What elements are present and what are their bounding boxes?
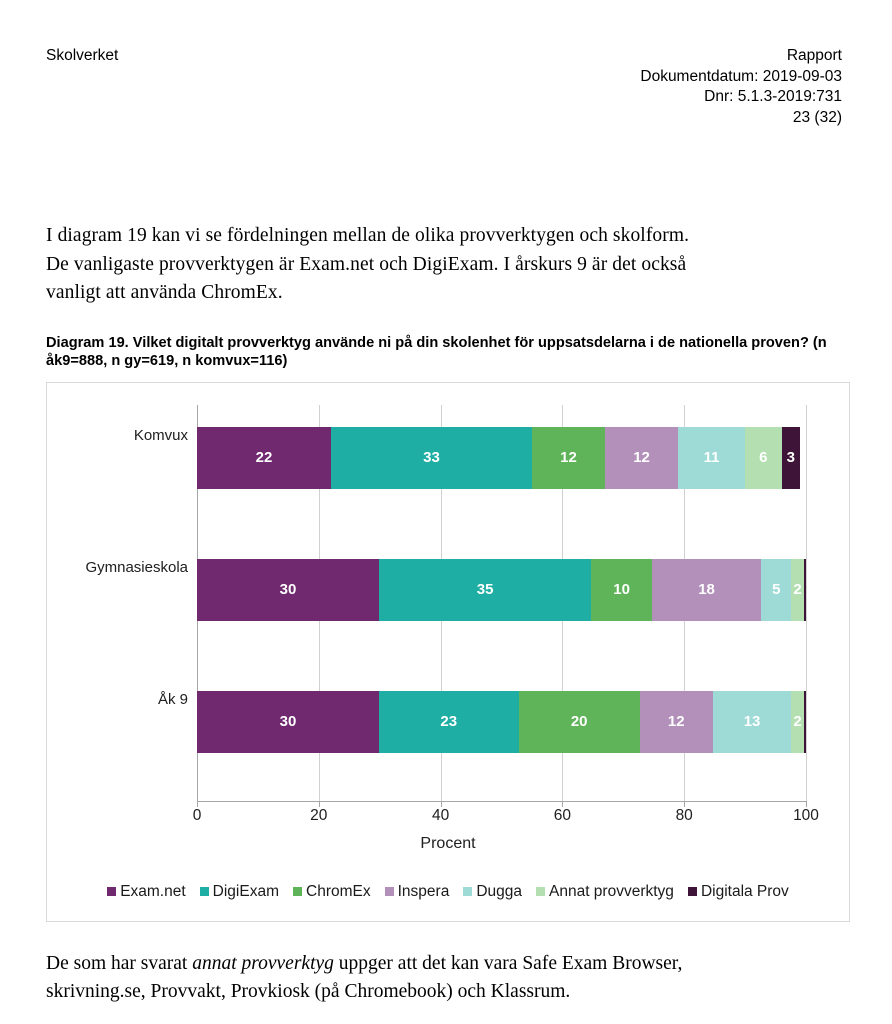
x-tick-label: 20 (310, 806, 328, 824)
legend-item[interactable] (463, 883, 522, 901)
x-tick-label: 100 (793, 806, 819, 824)
bar-segment[interactable] (532, 427, 605, 489)
document-type: Rapport (786, 47, 842, 64)
bar-segment[interactable] (331, 427, 532, 489)
category-label: Gymnasieskola (85, 558, 188, 576)
legend-swatch-icon (200, 887, 209, 896)
bar-segment-label: 10 (613, 581, 630, 598)
bar-segment[interactable] (197, 427, 331, 489)
bar-segment[interactable] (791, 559, 803, 621)
bar-row[interactable] (197, 691, 806, 753)
figure-caption-line-2: de nationella proven? (n åk9=888, n gy=619, n komvux=116) (46, 334, 827, 369)
document-date: Dokumentdatum: 2019-09-03 (640, 67, 842, 85)
category-label-slot (47, 669, 197, 731)
bar-segment[interactable] (745, 427, 782, 489)
bar-segment[interactable] (640, 691, 713, 753)
bar-segment[interactable] (197, 691, 379, 753)
outro-emphasis: annat provverktyg (192, 952, 334, 974)
bar-segment-label: 11 (703, 449, 720, 466)
bar-segment[interactable] (761, 559, 791, 621)
x-tick-label: 40 (431, 806, 450, 824)
outro-line-2: skrivning.se, Provvakt, Provkiosk (på Chromebook) och Klassrum. (46, 981, 571, 1002)
category-labels (47, 405, 197, 801)
bar-segment-label: 12 (560, 449, 577, 466)
stacked-bar-chart (46, 382, 850, 922)
legend-swatch-icon (688, 887, 697, 896)
bar-segment[interactable] (804, 691, 806, 753)
document-header (46, 46, 842, 128)
bar-segment-label: 23 (440, 713, 458, 730)
category-label-slot (47, 405, 197, 467)
bar-segment-label: 35 (476, 581, 494, 598)
legend-swatch-icon (107, 887, 116, 896)
bar-segment[interactable] (519, 691, 640, 753)
intro-line-1: I diagram 19 kan vi se fördelningen mellan de olika provverktygen och skolform. (46, 225, 690, 246)
gridline (806, 405, 807, 801)
outro-part-1: De som har svarat (46, 952, 193, 974)
legend-item[interactable] (200, 883, 279, 901)
bar-segment-label: 2 (793, 713, 802, 730)
intro-line-2: De vanligaste provverktygen är Exam.net och DigiExam. I årskurs 9 är det också (46, 253, 687, 275)
x-axis-line (197, 801, 807, 802)
outro-part-2: uppger att det kan vara Safe Exam Browser, (333, 952, 683, 974)
outro-line-1 (46, 950, 842, 979)
outro-paragraph (46, 950, 842, 1007)
legend-item[interactable] (107, 883, 185, 901)
x-tick-label: 80 (675, 806, 693, 824)
bar-segment-label: 6 (759, 449, 768, 466)
bar-segment-label: 22 (255, 449, 273, 466)
legend-swatch-icon (463, 887, 472, 896)
page-number: 23 (32) (792, 108, 842, 126)
legend-item[interactable] (688, 883, 789, 901)
legend-swatch-icon (385, 887, 394, 896)
x-tick-label: 0 (192, 806, 202, 824)
legend-swatch-icon (293, 887, 302, 896)
bar-segment[interactable] (591, 559, 652, 621)
bar-segment-label: 30 (279, 713, 297, 730)
legend-item[interactable] (536, 883, 674, 901)
bar-segment-label: 3 (786, 449, 795, 466)
figure-caption-line-1: Diagram 19. Vilket digitalt provverktyg använde ni på din skolenhet för uppsatsdelarna i (46, 334, 654, 351)
document-dnr: Dnr: 5.1.3-2019:731 (704, 88, 842, 105)
legend-item[interactable] (293, 883, 371, 901)
bar-segment[interactable] (605, 427, 678, 489)
legend-swatch-icon (536, 887, 545, 896)
x-tick-label: 60 (553, 806, 572, 824)
bar-segment[interactable] (678, 427, 745, 489)
legend-label: Dugga (476, 882, 522, 900)
document-meta (640, 46, 842, 128)
bar-segment-label: 20 (570, 713, 588, 730)
bar-segment[interactable] (713, 691, 792, 753)
legend-label: Annat provverktyg (549, 882, 674, 900)
bar-segment[interactable] (804, 559, 806, 621)
chart-legend (47, 883, 849, 901)
bar-segment[interactable] (379, 559, 591, 621)
legend-label: Inspera (397, 882, 450, 900)
category-label: Åk 9 (157, 690, 188, 708)
bar-segment-label: 5 (772, 581, 781, 598)
bar-segment-label: 13 (743, 713, 761, 730)
bar-row[interactable] (197, 427, 806, 489)
category-label: Komvux (133, 426, 188, 444)
plot-area (197, 405, 806, 801)
legend-label: DigiExam (212, 882, 279, 900)
bar-segment-label: 12 (633, 449, 650, 466)
bar-segment[interactable] (791, 691, 803, 753)
bar-segment[interactable] (782, 427, 800, 489)
bar-segment[interactable] (197, 559, 379, 621)
bar-segment-label: 2 (793, 581, 802, 598)
legend-label: ChromEx (306, 882, 371, 900)
legend-label: Exam.net (120, 882, 186, 900)
organization-name: Skolverket (46, 47, 119, 64)
bar-segment-label: 30 (279, 581, 297, 598)
intro-line-3: vanligt att använda ChromEx. (46, 282, 283, 303)
bar-segment-label: 12 (667, 713, 685, 730)
figure-caption (46, 334, 842, 371)
bar-segment-label: 18 (698, 581, 715, 598)
bar-segment-label: 33 (423, 449, 440, 466)
bar-segment[interactable] (379, 691, 519, 753)
legend-item[interactable] (385, 883, 450, 901)
x-axis-title: Procent (420, 834, 476, 852)
category-label-slot (47, 537, 197, 599)
bar-row[interactable] (197, 559, 806, 621)
intro-paragraph (46, 222, 842, 308)
bar-segment[interactable] (652, 559, 761, 621)
legend-label: Digitala Prov (700, 882, 789, 900)
